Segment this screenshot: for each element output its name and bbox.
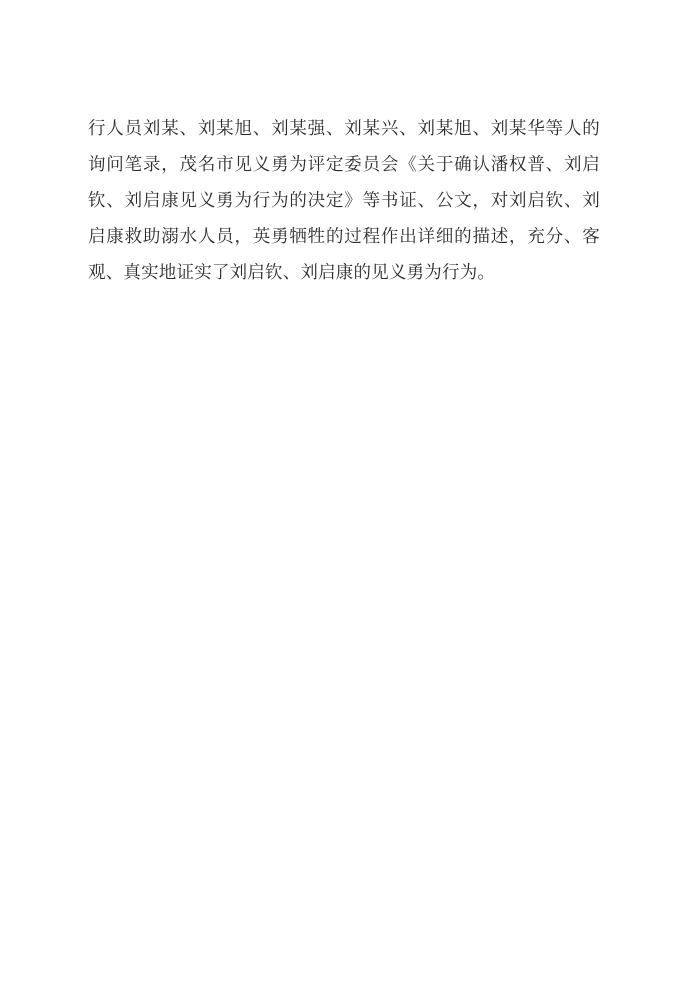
document-body [88,110,600,290]
body-paragraph: 行人员刘某、刘某旭、刘某强、刘某兴、刘某旭、刘某华等人的询问笔录，茂名市见义勇为评定委员会《关于确认潘权普、刘启钦、刘启康见义勇为行为的决定》等书证、公文，对刘启钦、刘启康救助溺水人员，英勇牺牲的过程作出详细的描述，充分、客观、真实地证实了刘启钦、刘启康的见义勇为行为。 [88,118,600,282]
